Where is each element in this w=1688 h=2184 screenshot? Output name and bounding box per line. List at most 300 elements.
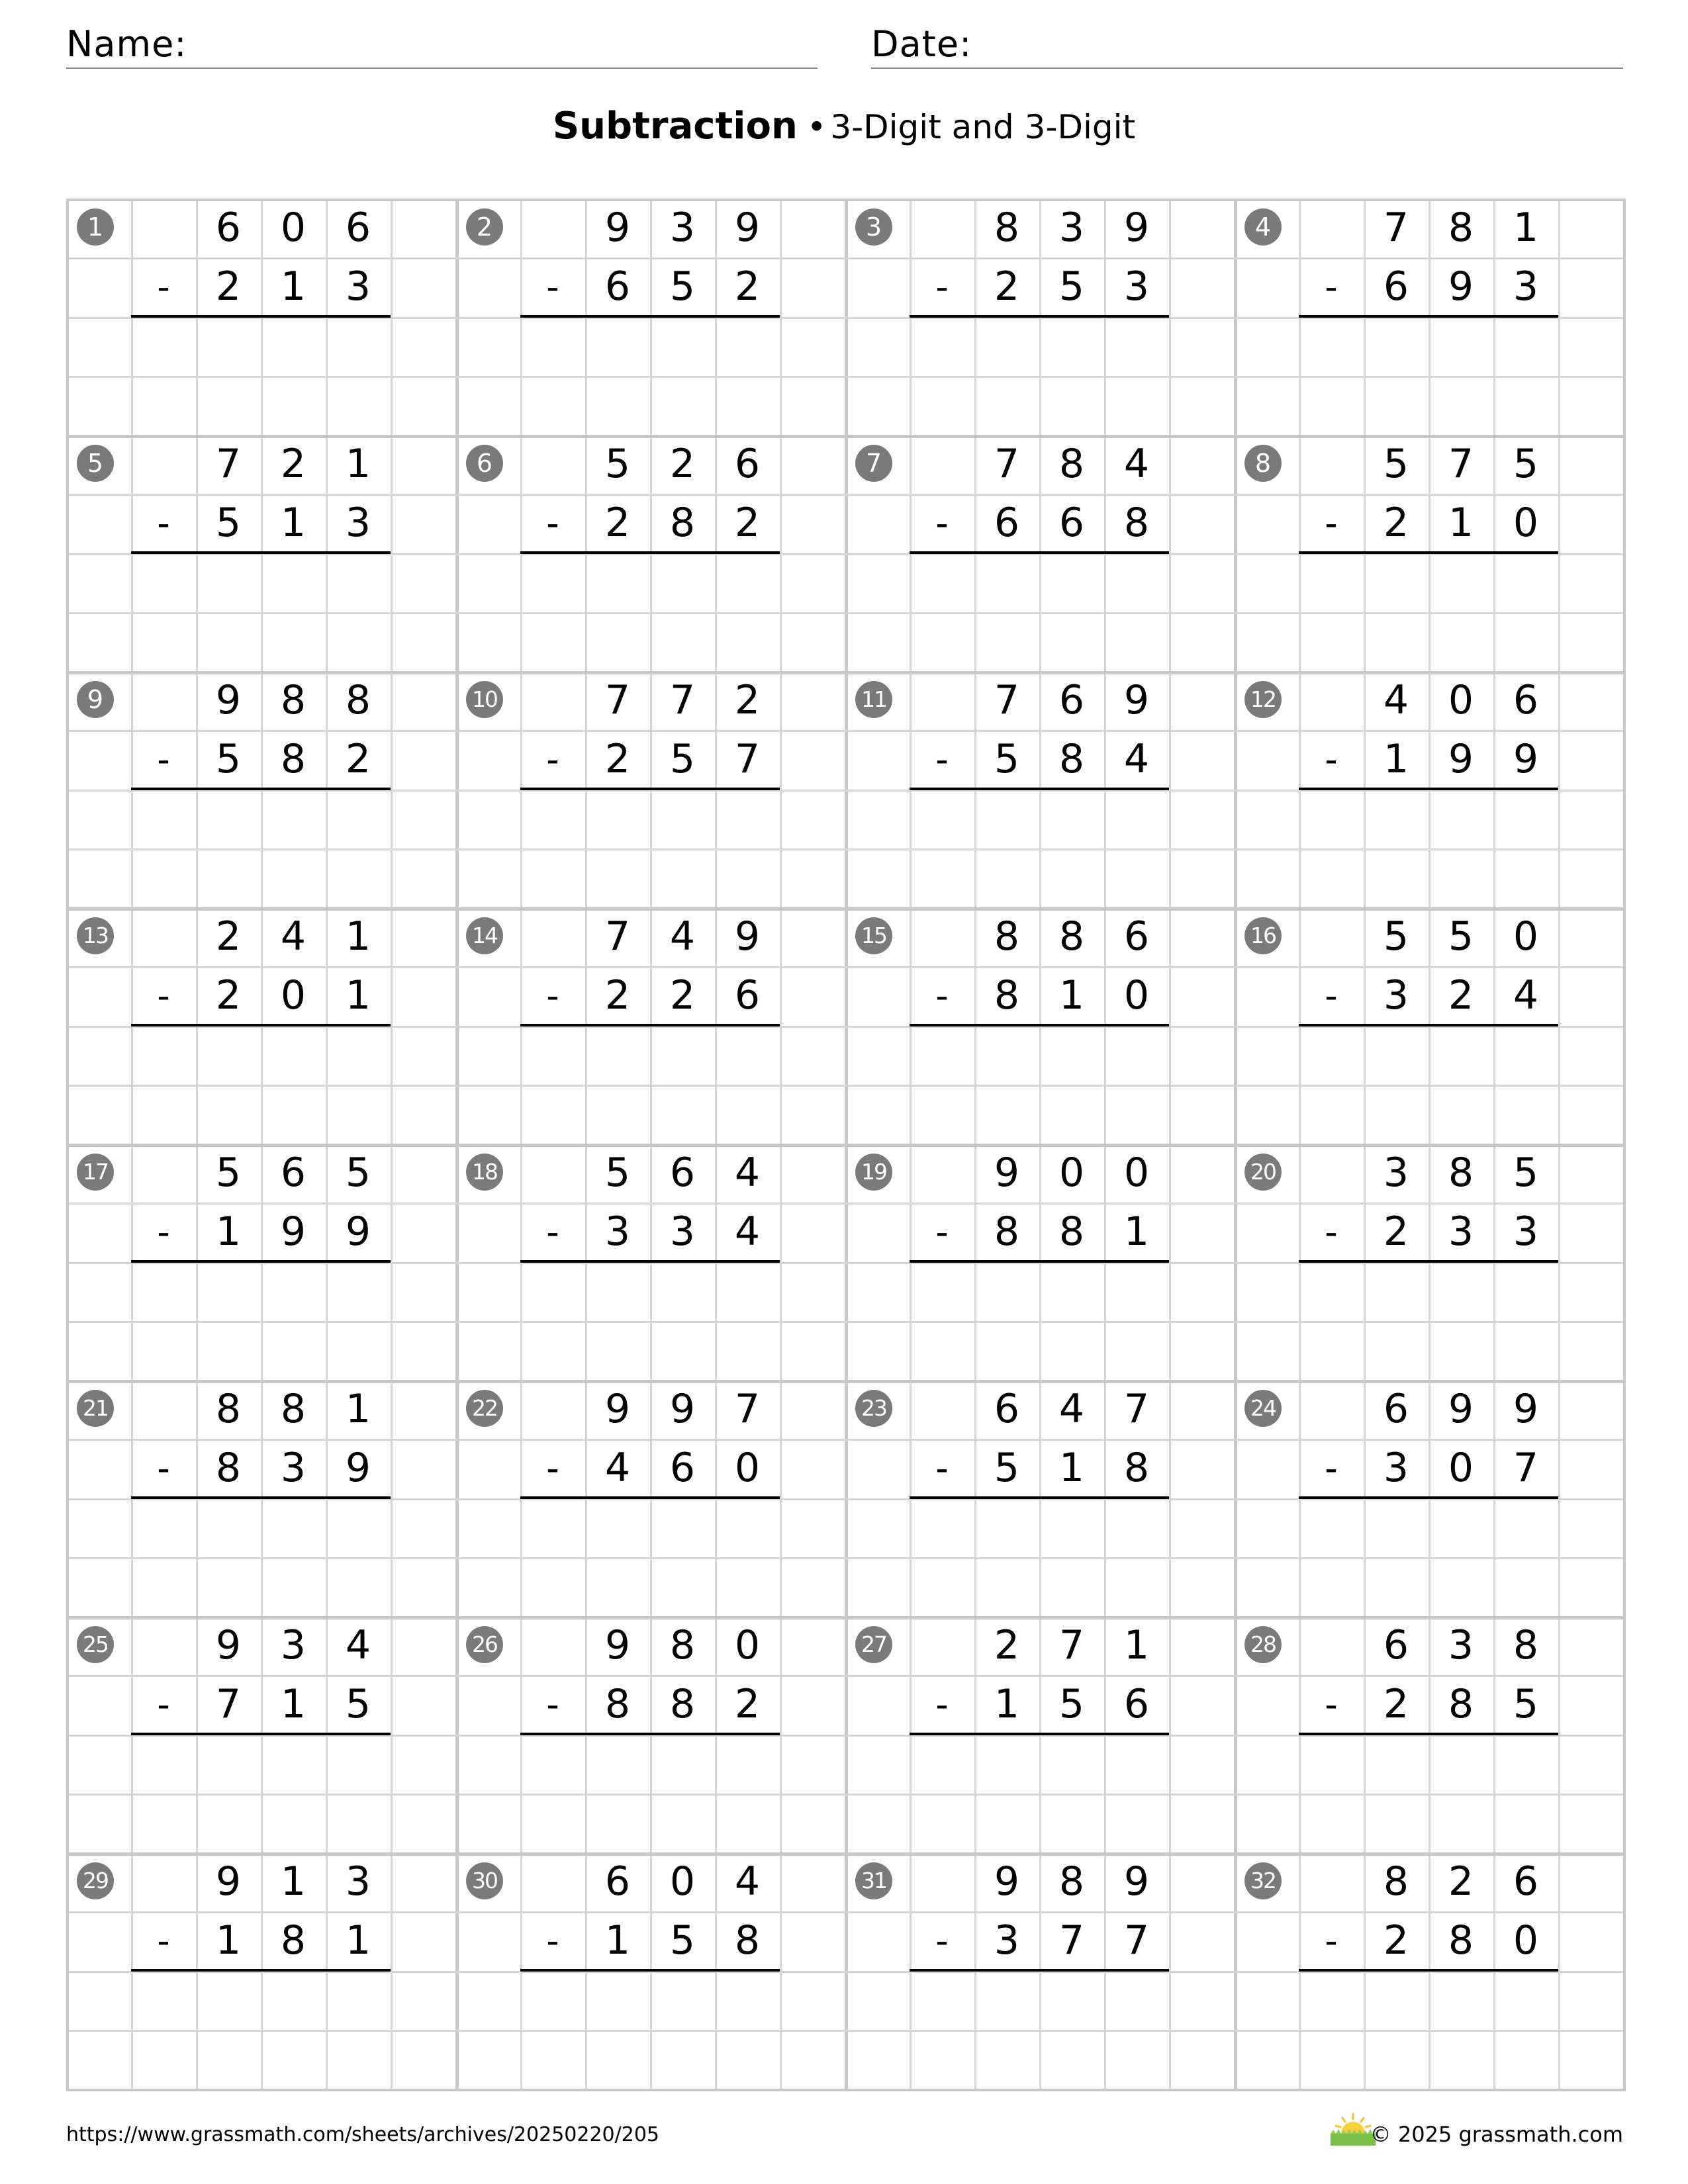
answer-cell[interactable] xyxy=(650,1499,715,1558)
answer-cell[interactable] xyxy=(1104,790,1169,849)
minuend-digit: 4 xyxy=(734,1150,761,1196)
answer-cell[interactable] xyxy=(261,1499,326,1558)
problem-11 xyxy=(845,671,1234,907)
minuend-digit: 4 xyxy=(1058,1386,1085,1432)
subtrahend-digit: 8 xyxy=(1123,500,1150,546)
problem-number-badge: 27 xyxy=(855,1626,892,1663)
minuend-digit: 8 xyxy=(1513,1622,1539,1668)
minus-sign: - xyxy=(546,502,559,544)
minuend-digit: 9 xyxy=(734,913,761,960)
minuend-digit: 2 xyxy=(734,677,761,723)
minuend-digit: 7 xyxy=(1383,205,1409,251)
problem-number-badge: 24 xyxy=(1244,1390,1282,1427)
subtrahend-digit: 3 xyxy=(1123,263,1150,310)
answer-cell[interactable] xyxy=(326,1499,391,1558)
minuend-digit: 1 xyxy=(345,1386,371,1432)
subtrahend-digit: 6 xyxy=(1058,500,1085,546)
answer-cell[interactable] xyxy=(585,1735,650,1794)
subtrahend-digit: 7 xyxy=(734,736,761,782)
answer-cell[interactable] xyxy=(650,318,715,377)
minuend-digit: 3 xyxy=(1383,1150,1409,1196)
answer-cell[interactable] xyxy=(974,790,1039,849)
subtrahend-digit: 3 xyxy=(1513,263,1539,310)
answer-cell[interactable] xyxy=(196,1735,261,1794)
answer-cell[interactable] xyxy=(261,790,326,849)
subtrahend-digit: 1 xyxy=(1123,1208,1150,1255)
answer-cell[interactable] xyxy=(715,1263,780,1322)
date-field[interactable] xyxy=(871,21,1623,69)
subtrahend-digit: 5 xyxy=(345,1681,371,1727)
answer-cell[interactable] xyxy=(1493,1263,1558,1322)
subtrahend-digit: 3 xyxy=(669,1208,696,1255)
subtrahend-digit: 1 xyxy=(280,263,306,310)
answer-cell[interactable] xyxy=(585,1972,650,2030)
minuend-digit: 3 xyxy=(280,1622,306,1668)
problem-3 xyxy=(845,199,1234,435)
minuend-digit: 9 xyxy=(215,1858,242,1905)
subtrahend-digit: 1 xyxy=(280,500,306,546)
minuend-digit: 6 xyxy=(345,205,371,251)
subtrahend-digit: 8 xyxy=(280,736,306,782)
problem-23 xyxy=(845,1380,1234,1616)
answer-cell[interactable] xyxy=(326,1972,391,2030)
problem-10 xyxy=(455,671,845,907)
minus-sign: - xyxy=(935,1447,949,1489)
minuend-digit: 8 xyxy=(1448,1150,1474,1196)
subtrahend-digit: 1 xyxy=(280,1681,306,1727)
minuend-digit: 9 xyxy=(604,205,631,251)
minuend-digit: 8 xyxy=(994,913,1020,960)
minuend-digit: 3 xyxy=(345,1858,371,1905)
problem-number-badge: 21 xyxy=(77,1390,114,1427)
answer-cell[interactable] xyxy=(261,318,326,377)
answer-cell[interactable] xyxy=(585,1499,650,1558)
answer-cell[interactable] xyxy=(585,790,650,849)
answer-cell[interactable] xyxy=(1039,318,1104,377)
answer-cell[interactable] xyxy=(1104,1735,1169,1794)
minuend-digit: 2 xyxy=(215,913,242,960)
minuend-digit: 9 xyxy=(1513,1386,1539,1432)
answer-cell[interactable] xyxy=(196,554,261,613)
subtrahend-digit: 5 xyxy=(994,1445,1020,1491)
subtrahend-digit: 8 xyxy=(669,1681,696,1727)
answer-cell[interactable] xyxy=(326,1026,391,1085)
minuend-digit: 5 xyxy=(1383,441,1409,487)
problem-17 xyxy=(66,1144,455,1380)
answer-cell[interactable] xyxy=(261,554,326,613)
answer-cell[interactable] xyxy=(326,1263,391,1322)
subtrahend-digit: 0 xyxy=(734,1445,761,1491)
subtrahend-digit: 7 xyxy=(215,1681,242,1727)
problem-number-badge: 13 xyxy=(77,917,114,954)
subtrahend-digit: 2 xyxy=(215,972,242,1019)
answer-cell[interactable] xyxy=(326,318,391,377)
answer-cell[interactable] xyxy=(326,790,391,849)
answer-cell[interactable] xyxy=(974,1972,1039,2030)
answer-cell[interactable] xyxy=(1493,1972,1558,2030)
subtrahend-digit: 8 xyxy=(604,1681,631,1727)
footer-copyright: © 2025 grassmath.com xyxy=(1370,2122,1623,2147)
minuend-digit: 4 xyxy=(669,913,696,960)
minuend-digit: 9 xyxy=(669,1386,696,1432)
minuend-digit: 6 xyxy=(1383,1622,1409,1668)
minus-sign: - xyxy=(157,1447,170,1489)
problem-1 xyxy=(66,199,455,435)
answer-cell[interactable] xyxy=(715,1735,780,1794)
answer-cell[interactable] xyxy=(650,554,715,613)
minuend-digit: 5 xyxy=(215,1150,242,1196)
answer-cell[interactable] xyxy=(1104,554,1169,613)
date-label: Date: xyxy=(871,23,972,65)
minus-sign: - xyxy=(546,739,559,780)
minuend-digit: 0 xyxy=(1123,1150,1150,1196)
answer-cell[interactable] xyxy=(1104,1499,1169,1558)
minus-sign: - xyxy=(157,975,170,1017)
answer-cell[interactable] xyxy=(1039,1972,1104,2030)
answer-cell[interactable] xyxy=(1429,1499,1493,1558)
answer-cell[interactable] xyxy=(261,1972,326,2030)
answer-cell[interactable] xyxy=(326,1735,391,1794)
answer-cell[interactable] xyxy=(715,1026,780,1085)
answer-cell[interactable] xyxy=(1429,554,1493,613)
minuend-digit: 7 xyxy=(215,441,242,487)
answer-cell[interactable] xyxy=(974,1735,1039,1794)
minuend-digit: 2 xyxy=(280,441,306,487)
answer-cell[interactable] xyxy=(1039,1026,1104,1085)
answer-cell[interactable] xyxy=(715,1972,780,2030)
problem-number-badge: 16 xyxy=(1244,917,1282,954)
minuend-digit: 7 xyxy=(994,441,1020,487)
subtrahend-digit: 9 xyxy=(280,1208,306,1255)
problem-5 xyxy=(66,435,455,671)
answer-cell[interactable] xyxy=(1493,1735,1558,1794)
subtrahend-digit: 2 xyxy=(1383,1208,1409,1255)
minus-sign: - xyxy=(157,1920,170,1962)
minuend-digit: 7 xyxy=(734,1386,761,1432)
minus-sign: - xyxy=(1325,1684,1338,1725)
answer-cell[interactable] xyxy=(650,1026,715,1085)
minuend-digit: 5 xyxy=(1448,913,1474,960)
subtrahend-digit: 9 xyxy=(1448,736,1474,782)
minuend-digit: 4 xyxy=(280,913,306,960)
answer-cell[interactable] xyxy=(585,1026,650,1085)
minus-sign: - xyxy=(157,739,170,780)
answer-cell[interactable] xyxy=(715,554,780,613)
minuend-digit: 0 xyxy=(280,205,306,251)
minuend-digit: 0 xyxy=(1448,677,1474,723)
answer-cell[interactable] xyxy=(196,1499,261,1558)
subtrahend-digit: 1 xyxy=(994,1681,1020,1727)
answer-cell[interactable] xyxy=(196,1263,261,1322)
minuend-digit: 9 xyxy=(1123,205,1150,251)
problem-number-badge: 11 xyxy=(855,681,892,718)
subtrahend-digit: 8 xyxy=(669,500,696,546)
minuend-digit: 8 xyxy=(280,1386,306,1432)
minuend-digit: 8 xyxy=(1058,1858,1085,1905)
minuend-digit: 6 xyxy=(1123,913,1150,960)
answer-cell[interactable] xyxy=(1039,554,1104,613)
minuend-digit: 5 xyxy=(1513,441,1539,487)
subtrahend-digit: 0 xyxy=(1448,1445,1474,1491)
minuend-digit: 4 xyxy=(345,1622,371,1668)
answer-cell[interactable] xyxy=(1039,1499,1104,1558)
answer-cell[interactable] xyxy=(1493,318,1558,377)
problem-number-badge: 4 xyxy=(1244,208,1282,246)
subtrahend-digit: 2 xyxy=(734,500,761,546)
answer-cell[interactable] xyxy=(974,1026,1039,1085)
answer-cell[interactable] xyxy=(715,318,780,377)
answer-cell[interactable] xyxy=(196,1026,261,1085)
answer-cell[interactable] xyxy=(1429,318,1493,377)
subtrahend-digit: 0 xyxy=(1513,500,1539,546)
minus-sign: - xyxy=(935,739,949,780)
answer-cell[interactable] xyxy=(974,1263,1039,1322)
answer-cell[interactable] xyxy=(1364,318,1429,377)
answer-cell[interactable] xyxy=(1039,1263,1104,1322)
subtrahend-digit: 6 xyxy=(669,1445,696,1491)
problem-number-badge: 20 xyxy=(1244,1154,1282,1191)
minuend-digit: 9 xyxy=(604,1386,631,1432)
minus-sign: - xyxy=(935,975,949,1017)
answer-cell[interactable] xyxy=(1364,790,1429,849)
answer-cell[interactable] xyxy=(1364,1735,1429,1794)
answer-cell[interactable] xyxy=(196,1972,261,2030)
minuend-digit: 6 xyxy=(604,1858,631,1905)
problem-number-badge: 22 xyxy=(466,1390,503,1427)
minuend-digit: 7 xyxy=(669,677,696,723)
minuend-digit: 6 xyxy=(1383,1386,1409,1432)
answer-cell[interactable] xyxy=(1493,1026,1558,1085)
answer-cell[interactable] xyxy=(1104,318,1169,377)
name-label: Name: xyxy=(66,23,187,65)
answer-cell[interactable] xyxy=(1364,1972,1429,2030)
subtrahend-digit: 4 xyxy=(1123,736,1150,782)
problem-19 xyxy=(845,1144,1234,1380)
subtrahend-digit: 5 xyxy=(215,736,242,782)
problem-29 xyxy=(66,1852,455,2089)
subtrahend-digit: 5 xyxy=(1058,1681,1085,1727)
answer-cell[interactable] xyxy=(585,554,650,613)
problem-number-badge: 9 xyxy=(77,681,114,718)
subtrahend-digit: 0 xyxy=(1123,972,1150,1019)
minus-sign: - xyxy=(935,1211,949,1253)
answer-cell[interactable] xyxy=(650,1972,715,2030)
problem-number-badge: 31 xyxy=(855,1862,892,1899)
subtrahend-digit: 1 xyxy=(604,1917,631,1964)
minuend-digit: 8 xyxy=(669,1622,696,1668)
answer-cell[interactable] xyxy=(196,318,261,377)
problem-number-badge: 17 xyxy=(77,1154,114,1191)
answer-cell[interactable] xyxy=(1493,790,1558,849)
problem-number-badge: 10 xyxy=(466,681,503,718)
minus-sign: - xyxy=(1325,1211,1338,1253)
problem-31 xyxy=(845,1852,1234,2089)
minuend-digit: 3 xyxy=(1448,1622,1474,1668)
subtrahend-digit: 8 xyxy=(1058,736,1085,782)
problem-22 xyxy=(455,1380,845,1616)
subtrahend-digit: 9 xyxy=(1448,263,1474,310)
subtrahend-digit: 7 xyxy=(1123,1917,1150,1964)
minuend-digit: 2 xyxy=(1448,1858,1474,1905)
answer-cell[interactable] xyxy=(1104,1026,1169,1085)
subtrahend-digit: 3 xyxy=(1448,1208,1474,1255)
minuend-digit: 5 xyxy=(1513,1150,1539,1196)
answer-cell[interactable] xyxy=(1493,1499,1558,1558)
subtrahend-digit: 2 xyxy=(604,500,631,546)
problem-number-badge: 6 xyxy=(466,445,503,482)
answer-cell[interactable] xyxy=(1364,1499,1429,1558)
answer-cell[interactable] xyxy=(650,1263,715,1322)
minuend-digit: 3 xyxy=(1058,205,1085,251)
minuend-digit: 8 xyxy=(280,677,306,723)
minuend-digit: 7 xyxy=(604,677,631,723)
minus-sign: - xyxy=(546,1920,559,1962)
answer-cell[interactable] xyxy=(1364,1026,1429,1085)
problem-9 xyxy=(66,671,455,907)
problem-number-badge: 3 xyxy=(855,208,892,246)
answer-cell[interactable] xyxy=(974,318,1039,377)
minuend-digit: 5 xyxy=(604,441,631,487)
problem-12 xyxy=(1234,671,1623,907)
minus-sign: - xyxy=(1325,1447,1338,1489)
subtrahend-digit: 2 xyxy=(1383,1917,1409,1964)
minuend-digit: 1 xyxy=(345,441,371,487)
answer-cell[interactable] xyxy=(1104,1972,1169,2030)
minuend-digit: 1 xyxy=(1513,205,1539,251)
minus-sign: - xyxy=(935,502,949,544)
subtrahend-digit: 1 xyxy=(215,1917,242,1964)
subtrahend-digit: 5 xyxy=(669,263,696,310)
subtrahend-digit: 8 xyxy=(215,1445,242,1491)
answer-cell[interactable] xyxy=(650,790,715,849)
subtrahend-digit: 3 xyxy=(345,263,371,310)
minuend-digit: 3 xyxy=(669,205,696,251)
minus-sign: - xyxy=(546,1447,559,1489)
problem-20 xyxy=(1234,1144,1623,1380)
answer-cell[interactable] xyxy=(1364,1263,1429,1322)
answer-cell[interactable] xyxy=(1429,1026,1493,1085)
answer-cell[interactable] xyxy=(261,1026,326,1085)
minuend-digit: 9 xyxy=(215,677,242,723)
subtrahend-digit: 6 xyxy=(604,263,631,310)
subtrahend-digit: 4 xyxy=(604,1445,631,1491)
answer-cell[interactable] xyxy=(715,1499,780,1558)
subtrahend-digit: 0 xyxy=(1513,1917,1539,1964)
subtrahend-digit: 4 xyxy=(734,1208,761,1255)
problem-number-badge: 12 xyxy=(1244,681,1282,718)
title-subtitle: 3-Digit and 3-Digit xyxy=(830,108,1136,146)
answer-cell[interactable] xyxy=(1429,790,1493,849)
minuend-digit: 6 xyxy=(1058,677,1085,723)
problem-27 xyxy=(845,1616,1234,1852)
subtrahend-digit: 8 xyxy=(1123,1445,1150,1491)
minus-sign: - xyxy=(935,1920,949,1962)
minuend-digit: 7 xyxy=(994,677,1020,723)
answer-cell[interactable] xyxy=(974,1499,1039,1558)
answer-cell[interactable] xyxy=(1364,554,1429,613)
minuend-digit: 1 xyxy=(1123,1622,1150,1668)
subtrahend-digit: 4 xyxy=(1513,972,1539,1019)
minus-sign: - xyxy=(1325,739,1338,780)
problem-number-badge: 14 xyxy=(466,917,503,954)
name-field[interactable] xyxy=(66,21,818,69)
subtrahend-digit: 5 xyxy=(994,736,1020,782)
problem-number-badge: 2 xyxy=(466,208,503,246)
minus-sign: - xyxy=(157,1211,170,1253)
minuend-digit: 8 xyxy=(1058,913,1085,960)
minuend-digit: 4 xyxy=(1383,677,1409,723)
problem-14 xyxy=(455,907,845,1144)
minuend-digit: 9 xyxy=(604,1622,631,1668)
title-main: Subtraction xyxy=(552,105,798,148)
answer-cell[interactable] xyxy=(974,554,1039,613)
answer-cell[interactable] xyxy=(1039,790,1104,849)
problem-30 xyxy=(455,1852,845,2089)
subtrahend-digit: 2 xyxy=(1383,1681,1409,1727)
subtrahend-digit: 6 xyxy=(734,972,761,1019)
answer-cell[interactable] xyxy=(1104,1263,1169,1322)
answer-cell[interactable] xyxy=(1429,1972,1493,2030)
problem-7 xyxy=(845,435,1234,671)
answer-cell[interactable] xyxy=(326,554,391,613)
answer-cell[interactable] xyxy=(585,318,650,377)
answer-cell[interactable] xyxy=(1429,1735,1493,1794)
problem-number-badge: 29 xyxy=(77,1862,114,1899)
answer-cell[interactable] xyxy=(261,1735,326,1794)
minuend-digit: 9 xyxy=(1123,677,1150,723)
minuend-digit: 5 xyxy=(345,1150,371,1196)
subtrahend-digit: 1 xyxy=(1058,1445,1085,1491)
problem-number-badge: 28 xyxy=(1244,1626,1282,1663)
answer-cell[interactable] xyxy=(1493,554,1558,613)
answer-cell[interactable] xyxy=(261,1263,326,1322)
subtrahend-digit: 2 xyxy=(1383,500,1409,546)
problem-number-badge: 32 xyxy=(1244,1862,1282,1899)
problem-number-badge: 5 xyxy=(77,445,114,482)
answer-cell[interactable] xyxy=(196,790,261,849)
answer-cell[interactable] xyxy=(650,1735,715,1794)
minus-sign: - xyxy=(157,502,170,544)
subtrahend-digit: 8 xyxy=(994,972,1020,1019)
minuend-digit: 6 xyxy=(1513,1858,1539,1905)
problem-6 xyxy=(455,435,845,671)
minuend-digit: 4 xyxy=(1123,441,1150,487)
problem-21 xyxy=(66,1380,455,1616)
answer-cell[interactable] xyxy=(715,790,780,849)
minuend-digit: 0 xyxy=(1513,913,1539,960)
minuend-digit: 7 xyxy=(604,913,631,960)
problem-26 xyxy=(455,1616,845,1852)
subtrahend-digit: 2 xyxy=(734,263,761,310)
minus-sign: - xyxy=(157,1684,170,1725)
minuend-digit: 2 xyxy=(669,441,696,487)
subtrahend-digit: 3 xyxy=(1383,1445,1409,1491)
minuend-digit: 8 xyxy=(994,205,1020,251)
problem-number-badge: 7 xyxy=(855,445,892,482)
subtrahend-digit: 2 xyxy=(994,263,1020,310)
subtrahend-digit: 8 xyxy=(1448,1681,1474,1727)
subtrahend-digit: 2 xyxy=(604,736,631,782)
minuend-digit: 1 xyxy=(345,913,371,960)
subtrahend-digit: 1 xyxy=(1383,736,1409,782)
answer-cell[interactable] xyxy=(1429,1263,1493,1322)
subtrahend-digit: 3 xyxy=(994,1917,1020,1964)
answer-cell[interactable] xyxy=(585,1263,650,1322)
minuend-digit: 6 xyxy=(994,1386,1020,1432)
minuend-digit: 6 xyxy=(669,1150,696,1196)
answer-cell[interactable] xyxy=(1039,1735,1104,1794)
problem-number-badge: 18 xyxy=(466,1154,503,1191)
